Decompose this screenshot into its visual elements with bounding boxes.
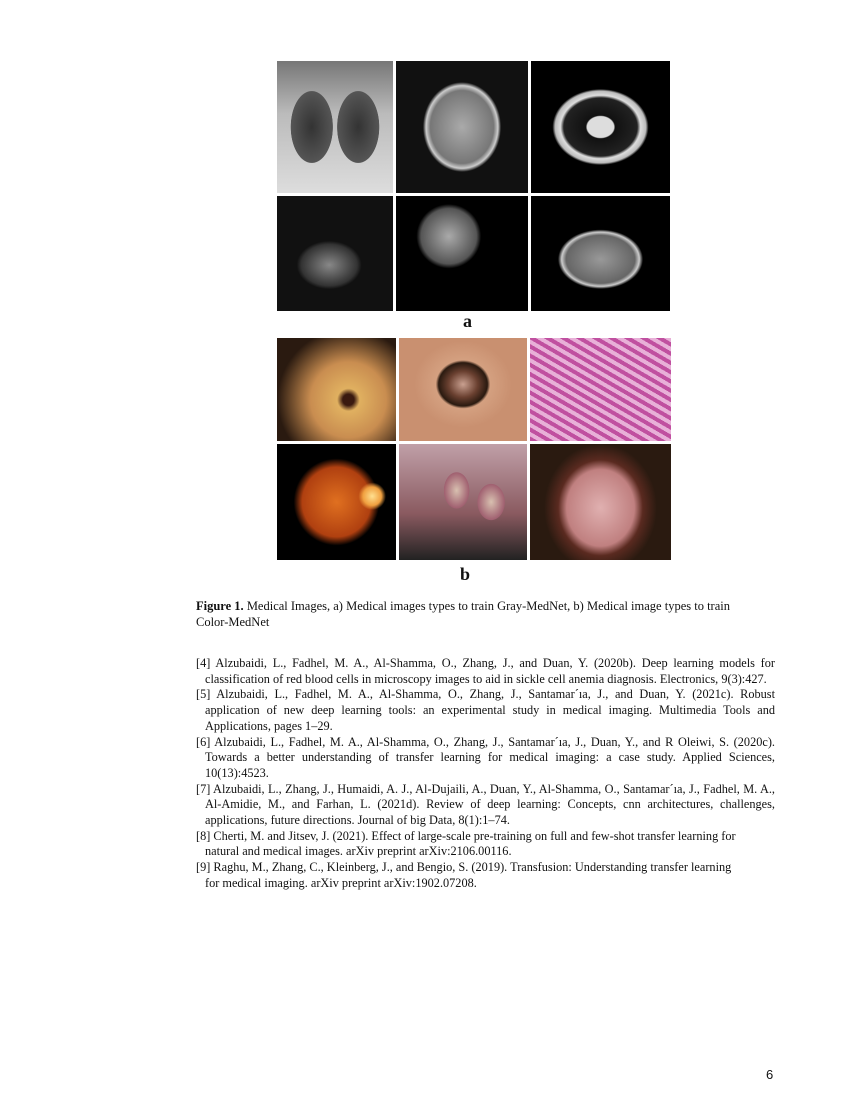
panel-a-label: a [463, 311, 472, 331]
caption-text: Medical Images, a) Medical images types to train Gray-MedNet, b) Medical image types to train Color-MedNet [196, 599, 730, 629]
tongue-image [530, 444, 671, 560]
reference-item: [9] Raghu, M., Zhang, C., Kleinberg, J., and Bengio, S. (2019). Transfusion: Understanding transfer learning for medical imaging. arXiv preprint arXiv:1902.07208. [196, 860, 732, 890]
reference-item: [8] Cherti, M. and Jitsev, J. (2021). Effect of large-scale pre-training on full and few-shot transfer learning for natural and medical images. arXiv preprint arXiv:2106.00116. [196, 828, 736, 859]
page-number: 6 [766, 1067, 774, 1082]
abdominal-ct-image [531, 196, 670, 311]
reference-list [196, 656, 775, 892]
reference-item: [4] Alzubaidi, L., Fadhel, M. A., Al-Shamma, O., Zhang, J., and Duan, Y. (2020b). Deep learning models for classification of red blood cells in microscopy images to aid in sickle cell anemia diagnosis. Electronics, 9(3):427. [196, 656, 775, 686]
chest-xray-image [277, 61, 393, 193]
chest-ct-image [531, 61, 670, 193]
foot-ulcer-image [277, 338, 396, 441]
figure-1b-color-images [277, 338, 671, 560]
reference-item: [6] Alzubaidi, L., Fadhel, M. A., Al-Shamma, O., Zhang, J., Santamar´ıa, J., Duan, Y., and R Oleiwi, S. (2020c). Towards a better understanding of transfer learning for medical imaging: a case study. Applied Sciences, 10(13):4523. [196, 734, 775, 780]
brain-mri-image [396, 61, 528, 193]
skin-lesion-image [399, 338, 527, 441]
figure-1a-grayscale-images [277, 61, 670, 311]
figure-caption [196, 598, 756, 630]
histology-slide-image [530, 338, 671, 441]
caption-label: Figure 1. [196, 599, 244, 613]
nail-disease-image [399, 444, 527, 560]
fetal-ultrasound-image [277, 196, 393, 311]
reference-item: [5] Alzubaidi, L., Fadhel, M. A., Al-Shamma, O., Zhang, J., Santamar´ıa, J., and Duan, Y. (2021c). Robust application of new deep learning tools: an experimental study in medical imaging. Multimedia Tools and Applications, pages 1–29. [196, 687, 775, 733]
reference-item: [7] Alzubaidi, L., Zhang, J., Humaidi, A. J., Al-Dujaili, A., Duan, Y., Al-Shamma, O., Santamar´ıa, J., Fadhel, M. A., Al-Amidie, M., and Farhan, L. (2021d). Review of deep learning: Concepts, cnn architectures, challenges, applications, future directions. Journal of big Data, 8(1):1–74. [196, 781, 775, 828]
retinal-fundus-image [277, 444, 396, 560]
sagittal-head-mri-image [396, 196, 528, 311]
panel-b-label: b [460, 564, 471, 584]
